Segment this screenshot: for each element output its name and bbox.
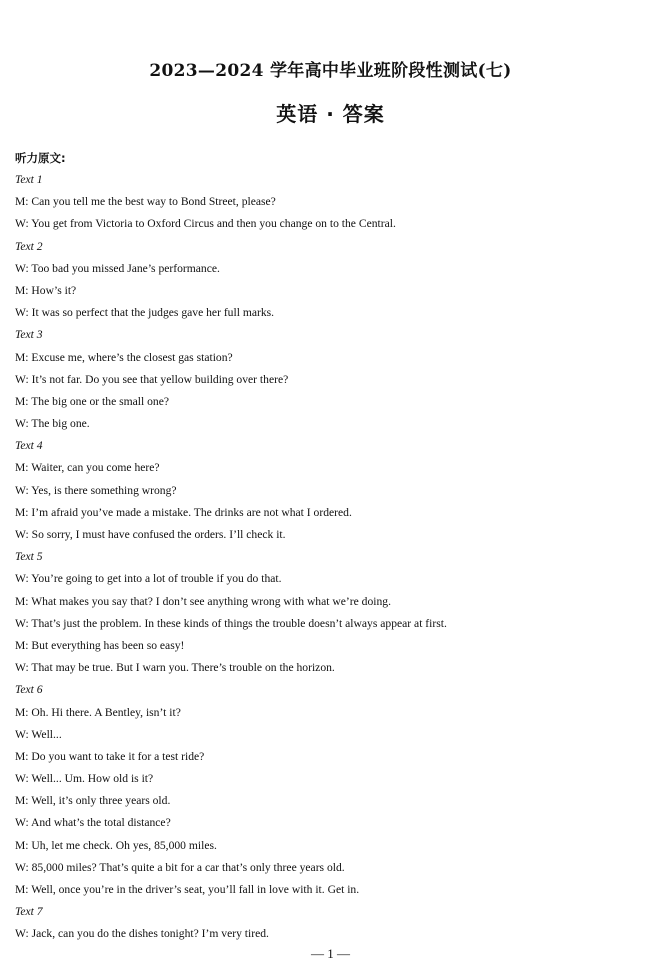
dialogue-line: W: That’s just the problem. In these kinds of things the trouble doesn’t always appear at first. bbox=[15, 616, 447, 630]
dialogue-line: W: Well... bbox=[15, 727, 62, 741]
dialogue-line: W: Yes, is there something wrong? bbox=[15, 483, 177, 497]
dialogue-line: M: What makes you say that? I don’t see anything wrong with what we’re doing. bbox=[15, 594, 391, 608]
text-heading: Text 1 bbox=[15, 173, 43, 186]
dialogue-line: M: Well, it’s only three years old. bbox=[15, 794, 171, 808]
dialogue-line: W: It’s not far. Do you see that yellow building over there? bbox=[15, 372, 289, 386]
dialogue-line: W: Well... Um. How old is it? bbox=[15, 772, 154, 786]
dialogue-line: W: That may be true. But I warn you. There’s trouble on the horizon. bbox=[15, 661, 335, 675]
dialogue-line: W: The big one. bbox=[15, 417, 90, 431]
dialogue-line: M: The big one or the small one? bbox=[15, 394, 170, 408]
dialogue-line: M: Waiter, can you come here? bbox=[15, 461, 160, 475]
document-title: 2023—2024 学年高中毕业班阶段性测试(七) bbox=[149, 61, 512, 81]
text-heading: Text 7 bbox=[15, 905, 43, 919]
listening-transcript bbox=[15, 169, 645, 946]
document-subtitle: 英语 · 答案 bbox=[276, 102, 385, 126]
dialogue-line: W: It was so perfect that the judges gave her full marks. bbox=[15, 306, 275, 320]
text-heading: Text 2 bbox=[15, 239, 43, 253]
dialogue-line: M: Oh. Hi there. A Bentley, isn’t it? bbox=[15, 705, 181, 719]
dialogue-line: M: Well, once you’re in the driver’s seat, you’ll fall in love with it. Get in. bbox=[15, 883, 360, 896]
section-label: 听力原文: bbox=[15, 151, 66, 165]
dialogue-line: M: Excuse me, where’s the closest gas station? bbox=[15, 350, 233, 364]
dialogue-line: W: And what’s the total distance? bbox=[15, 816, 171, 830]
dialogue-line: M: How’s it? bbox=[15, 283, 77, 297]
dialogue-line: W: Too bad you missed Jane’s performance. bbox=[15, 261, 220, 275]
dialogue-line: W: Jack, can you do the dishes tonight? I’m very tired. bbox=[15, 927, 269, 941]
dialogue-line: W: 85,000 miles? That’s quite a bit for a car that’s only three years old. bbox=[15, 860, 345, 874]
text-heading: Text 3 bbox=[15, 328, 43, 342]
dialogue-line: W: So sorry, I must have confused the orders. I’ll check it. bbox=[15, 528, 286, 541]
text-heading: Text 6 bbox=[15, 683, 43, 697]
dialogue-line: M: Uh, let me check. Oh yes, 85,000 miles. bbox=[15, 838, 217, 852]
dialogue-line: M: Do you want to take it for a test ride? bbox=[15, 749, 205, 763]
dialogue-line: W: You’re going to get into a lot of trouble if you do that. bbox=[15, 572, 282, 586]
text-heading: Text 4 bbox=[15, 439, 43, 453]
dialogue-line: M: I’m afraid you’ve made a mistake. The drinks are not what I ordered. bbox=[15, 505, 352, 519]
dialogue-line: M: Can you tell me the best way to Bond Street, please? bbox=[15, 195, 276, 209]
dialogue-line: M: But everything has been so easy! bbox=[15, 638, 185, 652]
page-number: — 1 — bbox=[311, 946, 350, 961]
dialogue-line: W: You get from Victoria to Oxford Circus and then you change on to the Central. bbox=[15, 217, 396, 231]
text-heading: Text 5 bbox=[15, 550, 43, 564]
